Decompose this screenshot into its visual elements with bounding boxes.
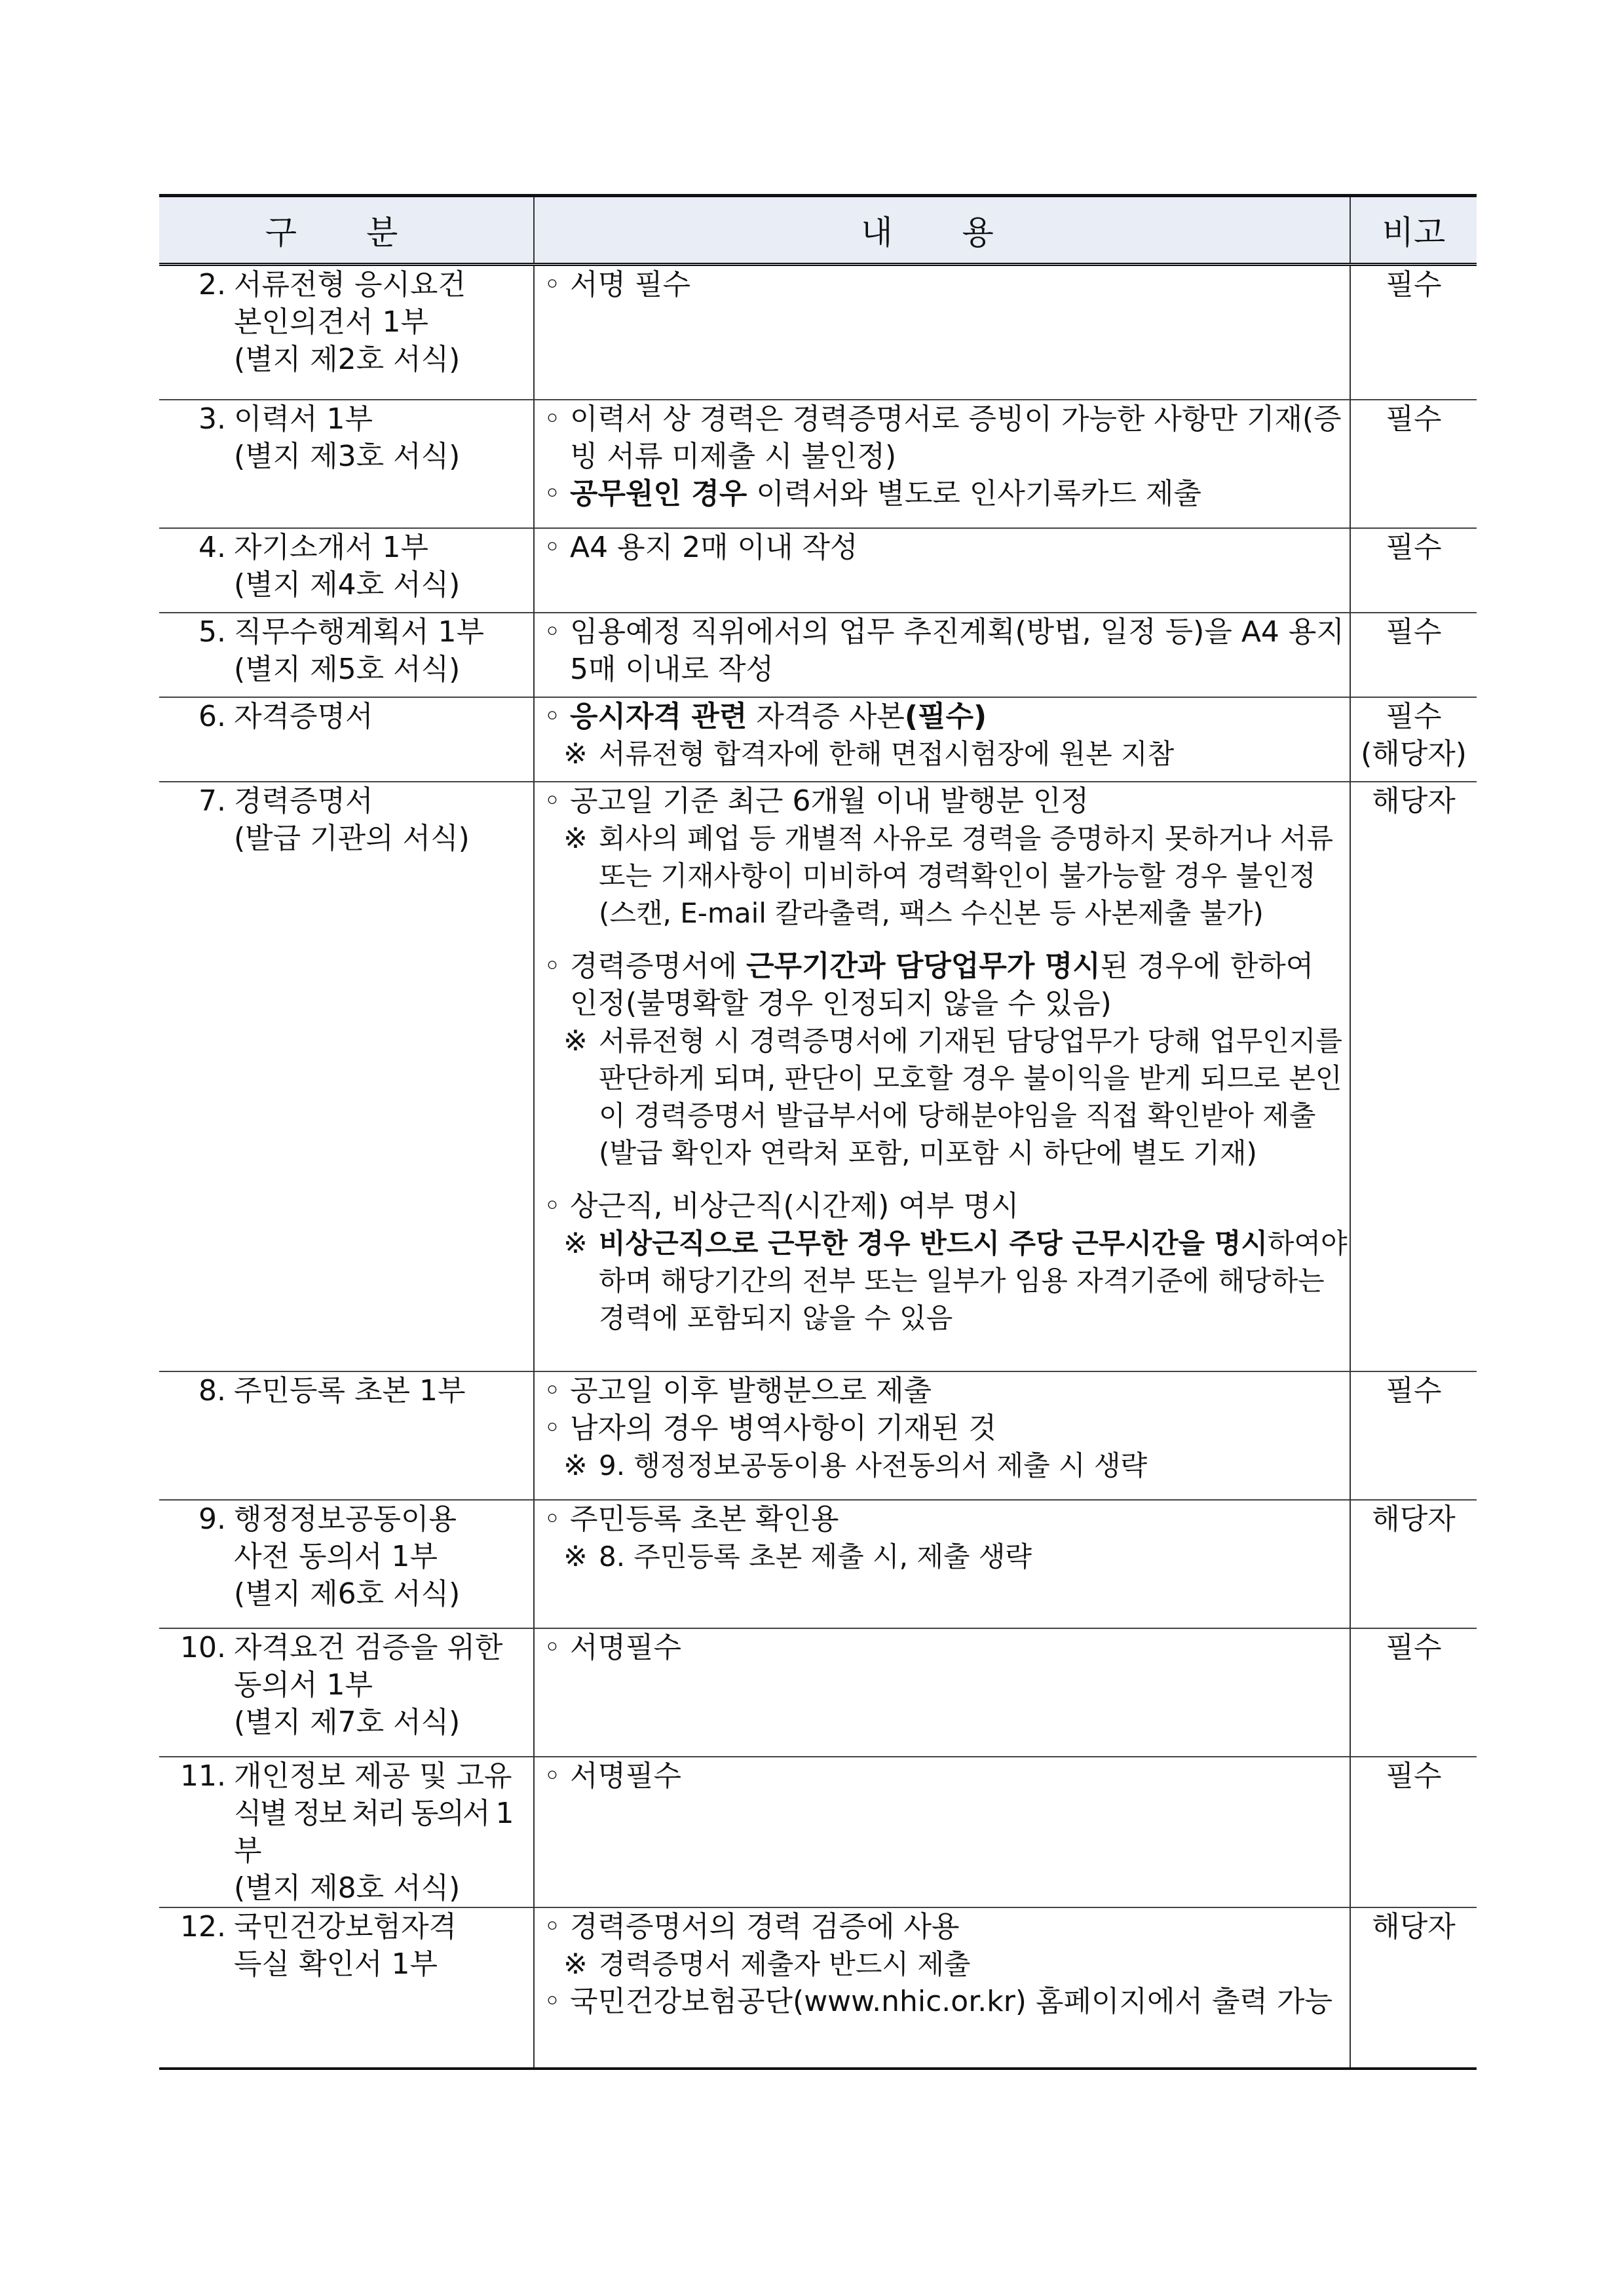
row-number: 11. xyxy=(180,1759,226,1793)
table-row xyxy=(159,528,1477,613)
body-text: 경력증명서 제출자 반드시 제출 xyxy=(599,1947,971,1980)
row-number: 9. xyxy=(198,1502,226,1536)
table-row xyxy=(159,1628,1477,1757)
row-content-cell xyxy=(534,528,1350,613)
body-text: 회사의 폐업 등 개별적 사유로 경력을 증명하지 못하거나 서류 또는 기재사항이 미비하여 경력확인이 불가능할 경우 불인정 (스캔, E-mail 칼라출력, 팩스 수신본 등 사본제출 불가) xyxy=(599,822,1334,929)
body-text: 서명필수 xyxy=(570,1759,682,1793)
header-content: 내 용 xyxy=(534,196,1350,265)
bullet-mark: ◦ xyxy=(544,784,561,818)
table-row xyxy=(159,400,1477,528)
remarks-text: 필수 xyxy=(1386,402,1442,436)
body-text: 8. 주민등록 초본 제출 시, 제출 생략 xyxy=(599,1540,1032,1573)
row-number: 8. xyxy=(198,1373,226,1407)
row-category-line: 주민등록 초본 1부 xyxy=(234,1373,466,1407)
bullet-mark: ◦ xyxy=(544,1909,561,1943)
body-text: 남자의 경우 병역사항이 기재된 것 xyxy=(570,1411,996,1445)
bullet-item xyxy=(544,1501,1350,1538)
remarks-text: 해당자 xyxy=(1372,1502,1456,1536)
table-row xyxy=(159,1757,1477,1907)
row-category-line: (발급 기관의 서식) xyxy=(234,821,470,855)
body-text: 국민건강보험공단(www.nhic.or.kr) 홈페이지에서 출력 가능 xyxy=(570,1984,1332,2018)
bullet-mark: ◦ xyxy=(544,1759,561,1793)
remarks-text: 필수 xyxy=(1386,615,1442,649)
row-remarks-cell xyxy=(1350,1500,1477,1628)
bullet-mark: ◦ xyxy=(544,268,561,301)
emphasized-text: 근무기간과 담당업무가 명시 xyxy=(746,949,1101,983)
row-remarks-cell xyxy=(1350,782,1477,1371)
row-category-cell xyxy=(159,265,534,400)
row-category-line: 서류전형 응시요건 xyxy=(234,268,466,301)
row-category-line: (별지 제6호 서식) xyxy=(234,1577,461,1611)
spacer xyxy=(544,1172,1350,1187)
body-text: 임용예정 직위에서의 업무 추진계획(방법, 일정 등)을 A4 용지 5매 이내로 작성 xyxy=(570,615,1344,686)
row-category-line: 개인정보 제공 및 고유 xyxy=(234,1759,512,1793)
bullet-mark: ◦ xyxy=(544,1411,561,1445)
body-text: 9. 행정정보공동이용 사전동의서 제출 시 생략 xyxy=(599,1449,1148,1482)
row-number: 3. xyxy=(198,402,226,436)
bullet-item xyxy=(544,613,1350,688)
body-text: 된 경우에 한하여 인정(불명확할 경우 인정되지 않을 수 있음) xyxy=(570,949,1314,1020)
body-text: 이력서와 별도로 인사기록카드 제출 xyxy=(747,476,1201,510)
row-content-cell xyxy=(534,400,1350,528)
note-item xyxy=(544,1225,1350,1337)
body-text: 서류전형 시 경력증명서에 기재된 담당업무가 당해 업무인지를 판단하게 되며, 판단이 모호할 경우 불이익을 받게 되므로 본인이 경력증명서 발급부서에 당해분야임을 직접 확인받아 제출 (발급 확인자 연락처 포함, 미포함 시 하단에 별도 기재) xyxy=(599,1024,1342,1169)
bullet-item xyxy=(544,475,1350,512)
body-text: 서명필수 xyxy=(570,1630,682,1664)
emphasized-text: (필수) xyxy=(904,699,987,733)
bullet-item xyxy=(544,782,1350,820)
table-row xyxy=(159,1907,1477,2069)
row-category-cell xyxy=(159,1628,534,1757)
table-row xyxy=(159,265,1477,400)
bullet-item xyxy=(544,1983,1350,2020)
row-content-cell xyxy=(534,1757,1350,1907)
body-text: 공고일 이후 발행분으로 제출 xyxy=(570,1373,932,1407)
note-item xyxy=(544,1022,1350,1172)
row-category-line: 자격요건 검증을 위한 xyxy=(234,1630,503,1664)
note-mark: ※ xyxy=(563,1024,588,1058)
row-remarks-cell xyxy=(1350,1371,1477,1500)
row-remarks-cell xyxy=(1350,1757,1477,1907)
remarks-text: 필수 xyxy=(1386,1373,1442,1407)
row-remarks-cell xyxy=(1350,1628,1477,1757)
bullet-item xyxy=(544,1409,1350,1447)
row-remarks-cell xyxy=(1350,1907,1477,2069)
note-mark: ※ xyxy=(563,1947,588,1981)
remarks-text: 해당자 xyxy=(1372,784,1456,818)
row-category-line: 경력증명서 xyxy=(234,784,373,818)
row-number: 12. xyxy=(180,1909,226,1943)
body-text: 이력서 상 경력은 경력증명서로 증빙이 가능한 사항만 기재(증빙 서류 미제출 시 불인정) xyxy=(570,402,1342,473)
row-category-cell xyxy=(159,528,534,613)
emphasized-text: 응시자격 관련 xyxy=(570,699,747,733)
row-category-line: 자기소개서 1부 xyxy=(234,530,429,564)
row-content-cell xyxy=(534,265,1350,400)
row-category-line: (별지 제7호 서식) xyxy=(234,1705,461,1739)
row-content-cell xyxy=(534,697,1350,782)
row-remarks-cell xyxy=(1350,613,1477,697)
table-row xyxy=(159,697,1477,782)
table-row xyxy=(159,1371,1477,1500)
row-content-cell xyxy=(534,1500,1350,1628)
row-remarks-cell xyxy=(1350,265,1477,400)
row-category-line: 자격증명서 xyxy=(234,699,373,733)
body-text: A4 용지 2매 이내 작성 xyxy=(570,530,858,564)
row-category-line: 본인의견서 1부 xyxy=(234,305,429,339)
body-text: 경력증명서의 경력 검증에 사용 xyxy=(570,1909,960,1943)
table-row xyxy=(159,613,1477,697)
row-category-line: (별지 제5호 서식) xyxy=(234,652,461,686)
row-category-line: 동의서 1부 xyxy=(234,1668,373,1702)
row-category-line: 국민건강보험자격 xyxy=(234,1909,457,1943)
bullet-mark: ◦ xyxy=(544,1373,561,1407)
row-category-line: 행정정보공동이용 xyxy=(234,1502,457,1536)
row-content-cell xyxy=(534,1628,1350,1757)
header-category: 구 분 xyxy=(159,196,534,265)
row-category-line: (별지 제8호 서식) xyxy=(234,1871,461,1905)
row-category-cell xyxy=(159,400,534,528)
note-item xyxy=(544,1538,1350,1575)
row-remarks-cell xyxy=(1350,400,1477,528)
body-text: 경력증명서에 xyxy=(570,949,747,983)
bullet-item xyxy=(544,400,1350,475)
row-number: 10. xyxy=(180,1630,226,1664)
row-remarks-cell xyxy=(1350,528,1477,613)
row-category-line: (별지 제2호 서식) xyxy=(234,343,461,376)
row-content-cell xyxy=(534,1907,1350,2069)
row-number: 4. xyxy=(198,530,226,564)
row-category-line: (별지 제3호 서식) xyxy=(234,439,461,473)
body-text: 서명 필수 xyxy=(570,268,691,301)
body-text: 공고일 기준 최근 6개월 이내 발행분 인정 xyxy=(570,784,1089,818)
row-number: 7. xyxy=(198,784,226,818)
row-category-line: 직무수행계획서 1부 xyxy=(234,615,485,649)
row-category-cell xyxy=(159,613,534,697)
row-category-line: 득실 확인서 1부 xyxy=(234,1947,438,1981)
bullet-item xyxy=(544,1908,1350,1945)
row-category-line: 사전 동의서 1부 xyxy=(234,1539,438,1573)
note-item xyxy=(544,820,1350,932)
note-mark: ※ xyxy=(563,1539,588,1573)
header-remarks: 비고 xyxy=(1350,196,1477,265)
table-header xyxy=(159,196,1477,265)
remarks-text: 필수 xyxy=(1386,699,1442,733)
bullet-mark: ◦ xyxy=(544,530,561,564)
row-category-cell xyxy=(159,1371,534,1500)
remarks-text: 필수 xyxy=(1386,268,1442,301)
remarks-text: 필수 xyxy=(1386,1759,1442,1793)
row-category-line: 이력서 1부 xyxy=(234,402,373,436)
bullet-item xyxy=(544,529,1350,566)
body-text: 하여야 하며 해당기간의 전부 또는 일부가 임용 자격기준에 해당하는 경력에 포함되지 않을 수 있음 xyxy=(599,1227,1348,1334)
note-item xyxy=(544,1447,1350,1484)
bullet-mark: ◦ xyxy=(544,1984,561,2018)
table-row xyxy=(159,782,1477,1371)
bullet-item xyxy=(544,947,1350,1022)
bullet-item xyxy=(544,1187,1350,1225)
note-item xyxy=(544,735,1350,773)
remarks-text: 필수 xyxy=(1386,1630,1442,1664)
row-category-cell xyxy=(159,782,534,1371)
document-table xyxy=(159,194,1477,2070)
bullet-mark: ◦ xyxy=(544,699,561,733)
bullet-mark: ◦ xyxy=(544,402,561,436)
bullet-mark: ◦ xyxy=(544,615,561,649)
row-number: 5. xyxy=(198,615,226,649)
bullet-mark: ◦ xyxy=(544,1502,561,1536)
bullet-item xyxy=(544,266,1350,303)
row-category-cell xyxy=(159,697,534,782)
row-content-cell xyxy=(534,1371,1350,1500)
note-mark: ※ xyxy=(563,737,588,771)
remarks-text: (해당자) xyxy=(1361,737,1467,771)
row-content-cell xyxy=(534,613,1350,697)
table-row xyxy=(159,1500,1477,1628)
emphasized-text: 공무원인 경우 xyxy=(570,476,747,510)
note-item xyxy=(544,1945,1350,1983)
bullet-mark: ◦ xyxy=(544,1630,561,1664)
bullet-item xyxy=(544,1372,1350,1409)
row-content-cell xyxy=(534,782,1350,1371)
bullet-mark: ◦ xyxy=(544,949,561,983)
remarks-text: 해당자 xyxy=(1372,1909,1456,1943)
row-category-cell xyxy=(159,1500,534,1628)
bullet-item xyxy=(544,1757,1350,1795)
bullet-mark: ◦ xyxy=(544,476,561,510)
body-text: 서류전형 합격자에 한해 면접시험장에 원본 지참 xyxy=(599,737,1175,770)
note-mark: ※ xyxy=(563,1226,588,1260)
bullet-item xyxy=(544,698,1350,735)
row-remarks-cell xyxy=(1350,697,1477,782)
body-text: 자격증 사본 xyxy=(747,699,905,733)
row-category-cell xyxy=(159,1757,534,1907)
row-category-line: (별지 제4호 서식) xyxy=(234,567,461,602)
row-number: 6. xyxy=(198,699,226,733)
body-text: 상근직, 비상근직(시간제) 여부 명시 xyxy=(570,1189,1019,1223)
row-category-cell xyxy=(159,1907,534,2069)
row-number: 2. xyxy=(198,268,226,301)
spacer xyxy=(544,932,1350,947)
emphasized-text: 비상근직으로 근무한 경우 반드시 주당 근무시간을 명시 xyxy=(599,1227,1268,1259)
table-body xyxy=(159,265,1477,2069)
remarks-text: 필수 xyxy=(1386,530,1442,564)
body-text: 주민등록 초본 확인용 xyxy=(570,1502,839,1536)
bullet-item xyxy=(544,1629,1350,1666)
row-category-line: 식별 정보 처리 동의서 1부 xyxy=(234,1796,512,1867)
bullet-mark: ◦ xyxy=(544,1189,561,1223)
note-mark: ※ xyxy=(563,821,588,855)
note-mark: ※ xyxy=(563,1448,588,1482)
